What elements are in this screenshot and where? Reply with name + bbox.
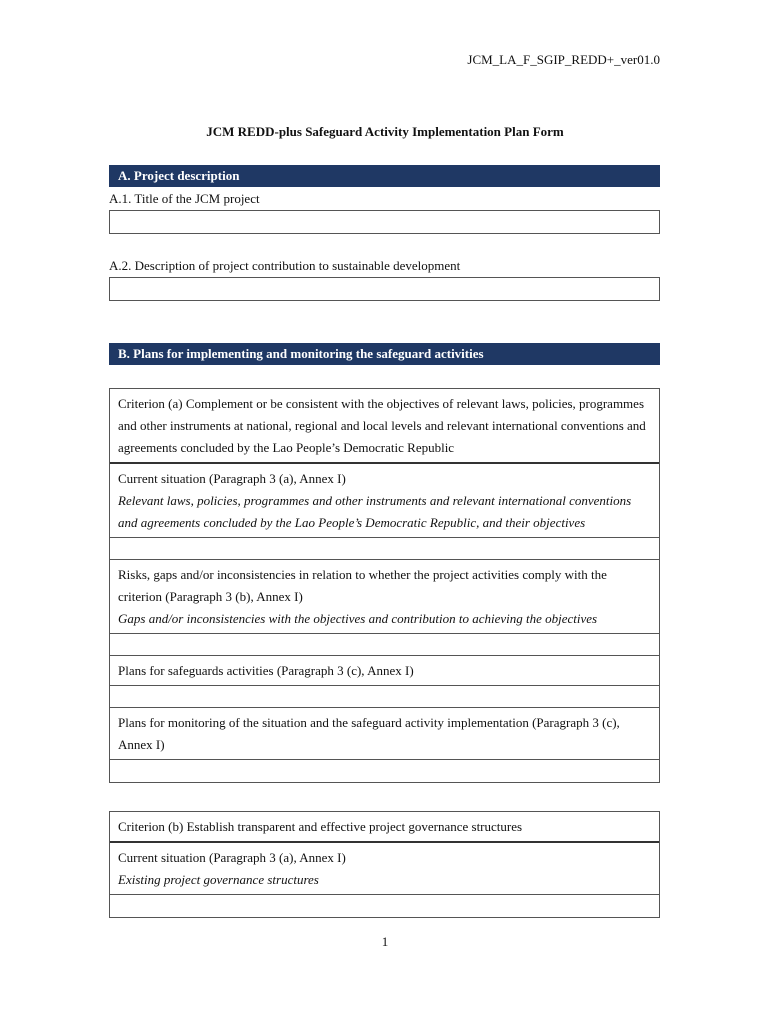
- criterion-a-current-situation-input[interactable]: [110, 538, 659, 560]
- criterion-b-title: Criterion (b) Establish transparent and effective project governance structures: [110, 812, 659, 843]
- criterion-a-table: [109, 388, 660, 783]
- criterion-b-current-situation: [110, 843, 659, 895]
- criterion-a-plans-label: Plans for safeguards activities (Paragraph 3 (c), Annex I): [110, 656, 659, 686]
- criterion-a-monitoring-label: Plans for monitoring of the situation and the safeguard activity implementation (Paragraph 3 (c), Annex I): [110, 708, 659, 760]
- a2-contribution-field[interactable]: [109, 277, 660, 301]
- risks-label: Risks, gaps and/or inconsistencies in relation to whether the project activities comply with the criterion (Paragraph 3 (b), Annex I): [118, 567, 607, 604]
- page-number: 1: [381, 934, 389, 949]
- criterion-a-risks-input[interactable]: [110, 634, 659, 656]
- risks-note: Gaps and/or inconsistencies with the objectives and contribution to achieving the objectives: [118, 611, 598, 626]
- current-situation-note: Existing project governance structures: [118, 872, 319, 887]
- criterion-b-current-situation-input[interactable]: [110, 895, 659, 917]
- form-title: JCM REDD-plus Safeguard Activity Implementation Plan Form: [206, 124, 564, 139]
- a2-label: A.2. Description of project contribution to sustainable development: [109, 258, 461, 273]
- criterion-a-monitoring-input[interactable]: [110, 760, 659, 782]
- current-situation-note: Relevant laws, policies, programmes and other instruments and relevant international conventions and agreements concluded by the Lao People’s Democratic Republic, and their objectives: [118, 493, 632, 530]
- criterion-a-plans-input[interactable]: [110, 686, 659, 708]
- criterion-a-risks: [110, 560, 659, 634]
- a1-label: A.1. Title of the JCM project: [109, 191, 260, 206]
- current-situation-label: Current situation (Paragraph 3 (a), Annex I): [118, 471, 346, 486]
- a1-project-title-field[interactable]: [109, 210, 660, 234]
- criterion-b-table: [109, 811, 660, 918]
- section-b-header: B. Plans for implementing and monitoring the safeguard activities: [109, 343, 660, 365]
- criterion-a-title: Criterion (a) Complement or be consistent with the objectives of relevant laws, policies, programmes and other instruments at national, regional and local levels and relevant international conventions and agreements concluded by the Lao People’s Democratic Republic: [110, 389, 659, 464]
- criterion-a-current-situation: [110, 464, 659, 538]
- document-id: JCM_LA_F_SGIP_REDD+_ver01.0: [467, 52, 660, 67]
- current-situation-label: Current situation (Paragraph 3 (a), Annex I): [118, 850, 346, 865]
- section-a-header: A. Project description: [109, 165, 660, 187]
